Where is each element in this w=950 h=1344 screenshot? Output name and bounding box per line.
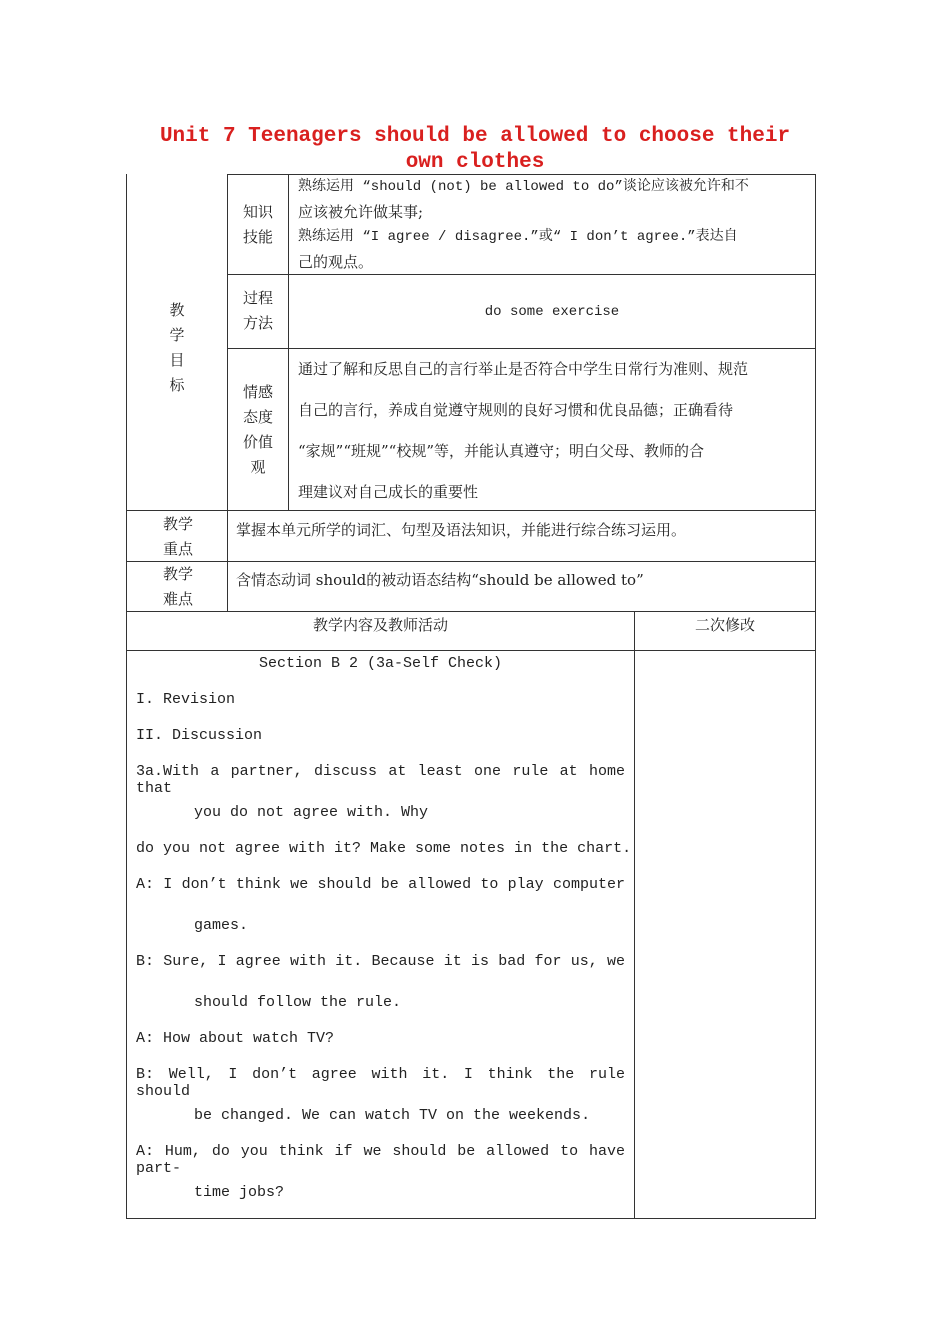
difficulties-text: 含情态动词 should的被动语态结构“should be allowed to” (236, 571, 644, 589)
border (126, 174, 127, 1219)
knowledge-text (298, 175, 808, 275)
content-column-header: 教学内容及教师活动 (312, 616, 448, 634)
text-line: time jobs? (194, 1184, 285, 1201)
key-points-text: 掌握本单元所学的词汇、句型及语法知识，并能进行综合练习运用。 (236, 521, 687, 539)
text-line: “家规”“班规”“校规”等，并能认真遵守；明白父母、教师的合 (298, 442, 705, 460)
text-line: A: How about watch TV? (136, 1030, 335, 1047)
text-line: be changed. We can watch TV on the weekends. (194, 1107, 591, 1124)
text-line: I. Revision (136, 691, 236, 708)
border (126, 650, 816, 651)
knowledge-label: 知识技能 (242, 203, 273, 246)
text-line: A: I don’t think we should be allowed to play computer (136, 876, 625, 893)
revision-column-header: 二次修改 (694, 616, 755, 634)
border (815, 174, 816, 1219)
text-line: 熟练运用 “should (not) be allowed to do”谈论应该被允许和不 (298, 179, 749, 195)
border (288, 174, 289, 510)
text-line: 通过了解和反思自己的言行举止是否符合中学生日常行为准则、规范 (298, 360, 749, 378)
difficulties-label: 教学难点 (162, 565, 193, 608)
key-points-label: 教学重点 (162, 515, 193, 558)
text-line: 自己的言行，养成自觉遵守规则的良好习惯和优良品德；正确看待 (298, 401, 734, 419)
text-line: 己的观点。 (298, 253, 374, 271)
border (126, 1218, 816, 1219)
text-line: II. Discussion (136, 727, 263, 744)
text-line: should follow the rule. (194, 994, 402, 1011)
text-line: 熟练运用 “I agree / disagree.”或“ I don’t agree.”表达自 (298, 229, 738, 245)
border (126, 561, 816, 562)
text-line: do you not agree with it? Make some notes in the chart. (136, 840, 632, 857)
section-heading: Section B 2 (3a-Self Check) (258, 655, 503, 672)
emotion-label: 情感态度价值观 (242, 383, 273, 476)
border (126, 611, 816, 612)
text-line: B: Sure, I agree with it. Because it is bad for us, we (136, 953, 625, 970)
objectives-label: 教学目标 (169, 301, 185, 394)
text-line: games. (194, 917, 249, 934)
text-line: 应该被允许做某事; (298, 203, 424, 221)
border (227, 174, 228, 611)
text-line: 理建议对自己成长的重要性 (298, 483, 479, 501)
page-title: Unit 7 Teenagers should be allowed to choose their own clothes (159, 125, 791, 174)
lesson-plan-table (126, 174, 816, 1219)
text-line: A: Hum, do you think if we should be allowed to have part- (136, 1143, 625, 1177)
process-label: 过程方法 (242, 289, 273, 332)
text-line: you do not agree with. Why (194, 804, 429, 821)
emotion-text (298, 349, 808, 513)
border (634, 611, 635, 1219)
text-line: B: Well, I don’t agree with it. I think the rule should (136, 1066, 625, 1100)
process-text: do some exercise (484, 304, 620, 320)
text-line: 3a.With a partner, discuss at least one rule at home that (136, 763, 625, 797)
